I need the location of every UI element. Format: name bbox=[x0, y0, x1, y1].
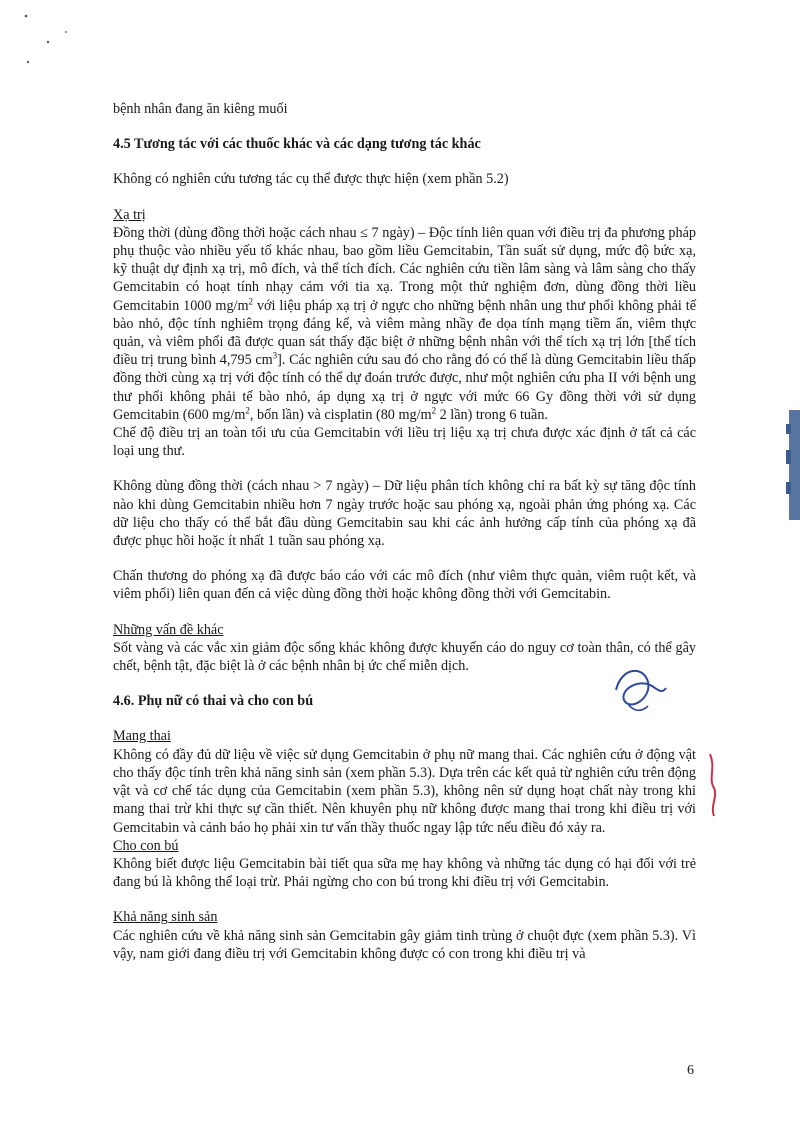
fertility-paragraph: Các nghiên cứu về khả năng sinh sản Gemcitabin gây giảm tinh trùng ở chuột đực (xem phần 5.3). Vì vậy, nam giới đang điều trị với Gemcitabin không được có con trong khi điều trị và bbox=[113, 927, 696, 962]
non-concurrent-paragraph: Không dùng đồng thời (cách nhau > 7 ngày) – Dữ liệu phân tích không chỉ ra bất kỳ sự tăng độc tính nào khi dùng Gemcitabin nhiều hơn 7 ngày trước hoặc sau phóng xạ, ngoài phản ứng phóng xạ. Các dữ liệu cho thấy có thể bắt đầu dùng Gemcitabin sau khi các ảnh hưởng cấp tính của phóng xạ đã được phục hồi hoặc ít nhất 1 tuần sau phóng xạ. bbox=[113, 478, 696, 550]
fertility-heading: Khả năng sinh sản bbox=[113, 909, 218, 926]
document-body bbox=[113, 100, 696, 963]
red-pen-mark bbox=[696, 750, 726, 820]
other-issues-heading: Những vấn đề khác bbox=[113, 621, 224, 638]
vaccine-warning-paragraph: Sốt vàng và các vắc xin giảm độc sống khác không được khuyến cáo do nguy cơ toàn thân, có thể gây chết, bệnh tật, đặc biệt là ở các bệnh nhân bị ức chế miễn dịch. bbox=[113, 639, 696, 675]
radiotherapy-heading: Xạ trị bbox=[113, 206, 146, 223]
section-4-5-title: 4.5 Tương tác với các thuốc khác và các dạng tương tác khác bbox=[113, 136, 481, 153]
breastfeeding-heading: Cho con bú bbox=[113, 837, 179, 854]
page-number: 6 bbox=[687, 1063, 694, 1078]
no-interaction-study-text: Không có nghiên cứu tương tác cụ thể được thực hiện (xem phần 5.2) bbox=[113, 171, 509, 188]
intro-line: bệnh nhân đang ăn kiêng muối bbox=[113, 101, 288, 117]
optimal-regimen-paragraph: Chế độ điều trị an toàn tối ưu của Gemcitabin với liều trị liệu xạ trị chưa được xác định ở tất cả các loại ung thư. bbox=[113, 425, 696, 460]
edge-stamp-mark bbox=[786, 410, 800, 520]
radiation-injury-paragraph: Chấn thương do phóng xạ đã được báo cáo với các mô đích (như viêm thực quản, viêm ruột kết, và viêm phổi) liên quan đến cả việc dùng đồng thời hoặc không đồng thời với Gemcitabin. bbox=[113, 568, 696, 603]
concurrent-radiotherapy-paragraph: Đồng thời (dùng đồng thời hoặc cách nhau ≤ 7 ngày) – Độc tính liên quan với điều trị đa phương pháp phụ thuộc vào nhiều yếu tố khác nhau, bao gồm liều Gemcitabin, Tần suất sử dụng, mức độ bức xạ, kỹ thuật dự định xạ trị, mô đích, và thể tích đích. Các nghiên cứu tiền lâm sàng và lâm sàng cho thấy Gemcitabin có hoạt tính nhạy cảm với tia xạ. Trong một thử nghiệm đơn, dùng đồng thời liều Gemcitabin 1000 $mg/m^2$ với liệu pháp xạ trị ở ngực cho những bệnh nhân ung thư phổi không phải tế bào nhỏ, độc tính nghiêm trọng đáng kể, và viêm màng nhầy đe dọa tính mạng tiềm ẩn, viêm thực quản, và viêm phổi đã được quan sát thấy đặc biệt ở những bệnh nhân với thể tích xạ trị lớn [thể tích điều trị trung bình 4,795 $cm^3$]. Các nghiên cứu sau đó cho rằng đó có thể là dùng Gemcitabin liều thấp đồng thời cùng xạ trị với độc tính có thể dự đoán trước được, như một nghiên cứu pha II với bệnh ung thư phổi không phải tế bào nhỏ, áp dụng xạ trị ở ngực với mức 66 Gy đồng thời với sử dụng Gemcitabin (600 $mg/m^2$, bốn lần) và cisplatin (80 $mg/m^2$ 2 lần) trong 6 tuần. bbox=[113, 224, 696, 423]
pregnancy-paragraph: Không có đầy đủ dữ liệu về việc sử dụng Gemcitabin ở phụ nữ mang thai. Các nghiên cứu ở động vật cho thấy độc tính trên khả năng sinh sản (xem phần 5.3). Dựa trên các kết quả từ nghiên cứu trên động vật và cơ chế tác dụng của Gemcitabin (xem phần 5.3), không nên sử dụng hoạt chất này trong khi mang thai trừ khi thực sự cần thiết. Nên khuyên phụ nữ không được mang thai trong khi điều trị với Gemcitabin và cảnh báo họ phải xin tư vấn thầy thuốc ngay lập tức nếu điều đó xảy ra. bbox=[113, 746, 696, 836]
scan-specks bbox=[18, 12, 78, 72]
pregnancy-heading: Mang thai bbox=[113, 728, 171, 745]
breastfeeding-paragraph: Không biết được liệu Gemcitabin bài tiết qua sữa mẹ hay không và những tác dụng có hại đối với trẻ đang bú là không thể loại trừ. Phải ngừng cho con bú trong khi điều trị với Gemcitabin. bbox=[113, 855, 696, 891]
section-4-6-title: 4.6. Phụ nữ có thai và cho con bú bbox=[113, 693, 314, 710]
